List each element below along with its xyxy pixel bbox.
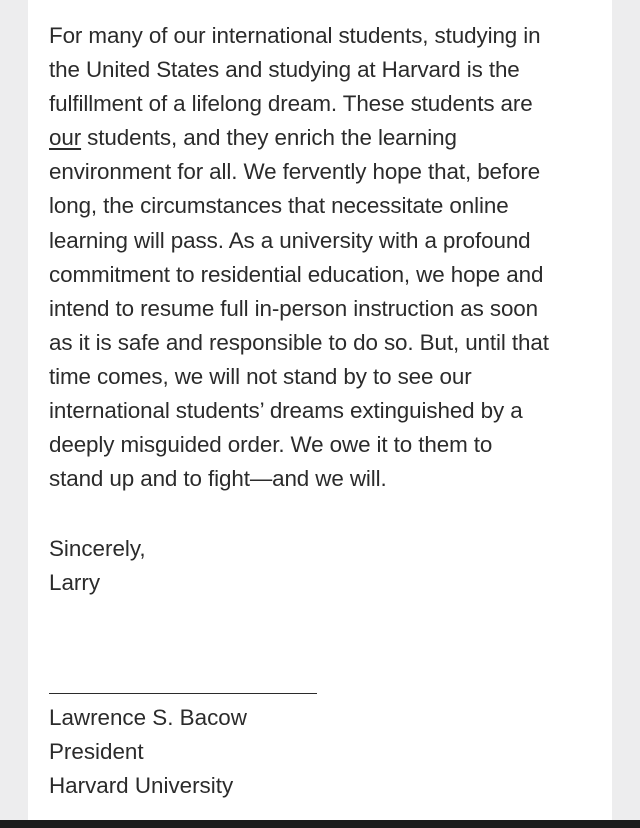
body-line-rest: students, and they enrich the learning	[81, 125, 457, 151]
letter-body	[49, 19, 609, 496]
valediction: Sincerely,	[49, 536, 146, 561]
letter-closing	[49, 532, 146, 600]
body-line: international students’ dreams extinguished by a	[49, 398, 523, 424]
signature-block	[49, 701, 247, 803]
letter-page	[28, 0, 612, 820]
body-line: time comes, we will not stand by to see our	[49, 363, 472, 389]
signatory-title: President	[49, 739, 144, 765]
body-line: fulfillment of a lifelong dream. These students are	[49, 91, 533, 117]
body-line: For many of our international students, studying in	[49, 23, 541, 48]
signatory-name: Lawrence S. Bacow	[49, 705, 247, 730]
body-line: deeply misguided order. We owe it to them to	[49, 432, 493, 458]
signatory-organization: Harvard University	[49, 773, 234, 799]
signoff-name: Larry	[49, 570, 101, 596]
emphasized-word: our	[49, 125, 82, 151]
body-line: stand up and to fight—and we will.	[49, 466, 387, 492]
signature-line	[49, 693, 317, 694]
body-line: environment for all. We fervently hope that, before	[49, 159, 541, 185]
body-line: intend to resume full in-person instruction as soon	[49, 295, 539, 321]
body-line: as it is safe and responsible to do so. But, until that	[49, 329, 549, 355]
bottom-bar	[0, 820, 640, 828]
body-line: the United States and studying at Harvard is the	[49, 57, 520, 83]
body-line: long, the circumstances that necessitate online	[49, 193, 509, 219]
body-line	[49, 121, 609, 155]
body-line: commitment to residential education, we hope and	[49, 261, 544, 287]
body-line: learning will pass. As a university with a profound	[49, 227, 531, 253]
